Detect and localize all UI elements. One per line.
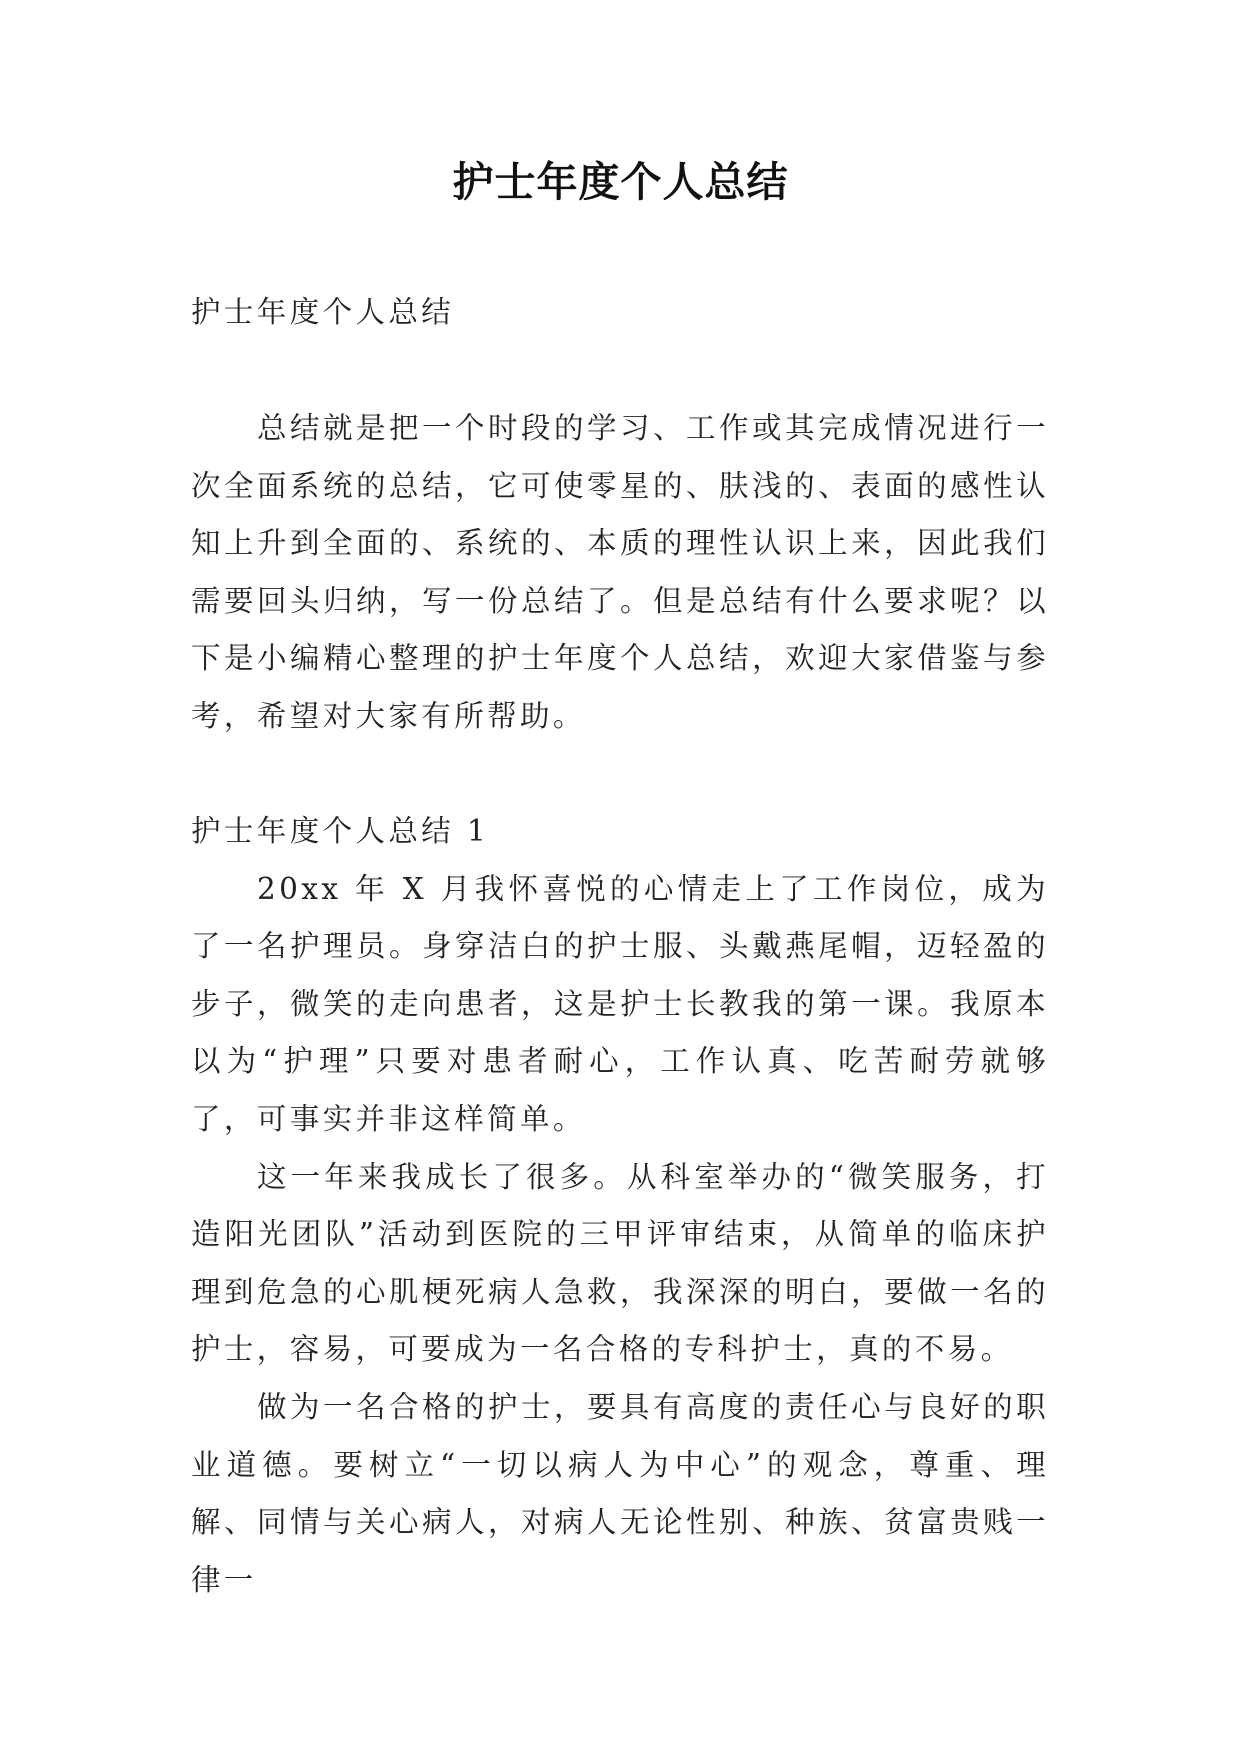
document-title: 护士年度个人总结 [452,158,789,206]
intro-section [191,400,1049,746]
section-1-paragraph-3: 做为一名合格的护士，要具有高度的责任心与良好的职业道德。要树立“一切以病人为中心”的观念，尊重、理解、同情与关心病人，对病人无论性别、种族、贫富贵贱一律一 [191,1389,1049,1597]
section-1 [191,803,1049,1609]
section-1-heading: 护士年度个人总结 1 [191,814,490,848]
section-1-paragraph-2: 这一年来我成长了很多。从科室举办的“微笑服务，打造阳光团队”活动到医院的三甲评审结束，从简单的临床护理到危急的心肌梗死病人急救，我深深的明白，要做一名的护士，容易，可要成为一名合格的专科护士，真的不易。 [191,1159,1049,1367]
section-1-paragraph-1: 20xx 年 X 月我怀喜悦的心情走上了工作岗位，成为了一名护理员。身穿洁白的护士服、头戴燕尾帽，迈轻盈的步子，微笑的走向患者，这是护士长教我的第一课。我原本以为“护理”只要对患者耐心，工作认真、吃苦耐劳就够了，可事实并非这样简单。 [191,871,1049,1136]
document-subtitle: 护士年度个人总结 [191,295,455,329]
intro-paragraph: 总结就是把一个时段的学习、工作或其完成情况进行一次全面系统的总结，它可使零星的、肤浅的、表面的感性认知上升到全面的、系统的、本质的理性认识上来，因此我们需要回头归纳，写一份总结了。但是总结有什么要求呢？以下是小编精心整理的护士年度个人总结，欢迎大家借鉴与参考，希望对大家有所帮助。 [191,411,1049,733]
